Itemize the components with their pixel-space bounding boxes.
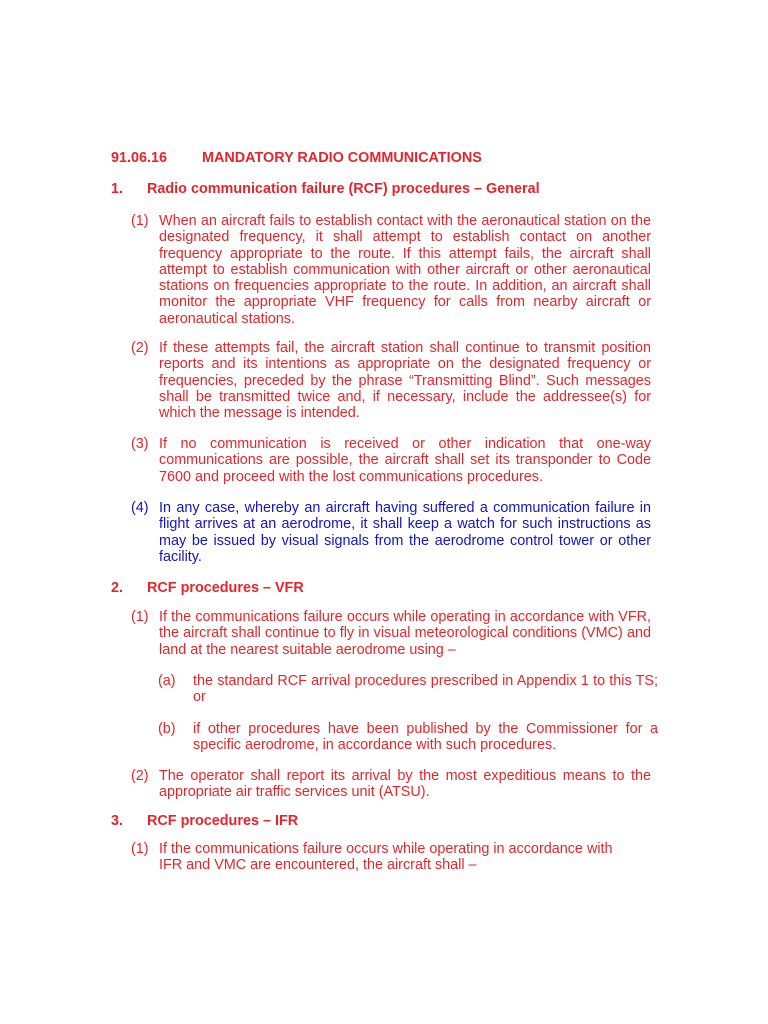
item-label: (3) <box>131 436 149 452</box>
section-3-heading: RCF procedures – IFR <box>147 813 299 829</box>
item-label: (2) <box>131 340 149 356</box>
section-number: 91.06.16 <box>111 150 168 166</box>
item-label: (1) <box>131 609 149 625</box>
section-1-number: 1. <box>111 181 124 197</box>
paragraph: If these attempts fail, the aircraft station shall continue to transmit position reports and its intentions as appropriate on the designated frequency or frequencies, preceded by the phrase “Transmitting Blind”. Such messages shall be transmitted twice and, if necessary, include the addressee(s) for which the message is intended. <box>159 340 651 422</box>
paragraph: In any case, whereby an aircraft having suffered a communication failure in flight arrives at an aerodrome, it shall keep a watch for such instructions as may be issued by visual signals from the aerodrome control tower or other facility. <box>159 500 651 565</box>
subitem-label: (a) <box>158 673 176 689</box>
subparagraph: the standard RCF arrival procedures prescribed in Appendix 1 to this TS; or <box>193 673 658 706</box>
section-3-number: 3. <box>111 813 124 829</box>
section-2-heading: RCF procedures – VFR <box>147 580 304 596</box>
paragraph: If the communications failure occurs while operating in accordance with IFR and VMC are encountered, the aircraft shall – <box>159 841 613 874</box>
item-label: (4) <box>131 500 149 516</box>
subitem-label: (b) <box>158 721 176 737</box>
section-2-number: 2. <box>111 580 124 596</box>
section-1-heading: Radio communication failure (RCF) procedures – General <box>147 181 540 197</box>
paragraph: If no communication is received or other indication that one-way communications are possible, the aircraft shall set its transponder to Code 7600 and proceed with the lost communications procedures. <box>159 436 651 485</box>
page-title: MANDATORY RADIO COMMUNICATIONS <box>202 150 482 166</box>
item-label: (1) <box>131 213 149 229</box>
paragraph: If the communications failure occurs while operating in accordance with VFR, the aircraft shall continue to fly in visual meteorological conditions (VMC) and land at the nearest suitable aerodrome using – <box>159 609 651 658</box>
item-label: (2) <box>131 768 149 784</box>
paragraph: The operator shall report its arrival by the most expeditious means to the appropriate air traffic services unit (ATSU). <box>159 768 651 801</box>
paragraph: When an aircraft fails to establish contact with the aeronautical station on the designated frequency, it shall attempt to establish contact on another frequency appropriate to the route. If this attempt fails, the aircraft shall attempt to establish communication with other aircraft or other aeronautical stations on frequencies appropriate to the route. In addition, an aircraft shall monitor the appropriate VHF frequency for calls from nearby aircraft or aeronautical stations. <box>159 213 651 327</box>
subparagraph: if other procedures have been published by the Commissioner for a specific aerodrome, in accordance with such procedures. <box>193 721 658 754</box>
item-label: (1) <box>131 841 149 857</box>
